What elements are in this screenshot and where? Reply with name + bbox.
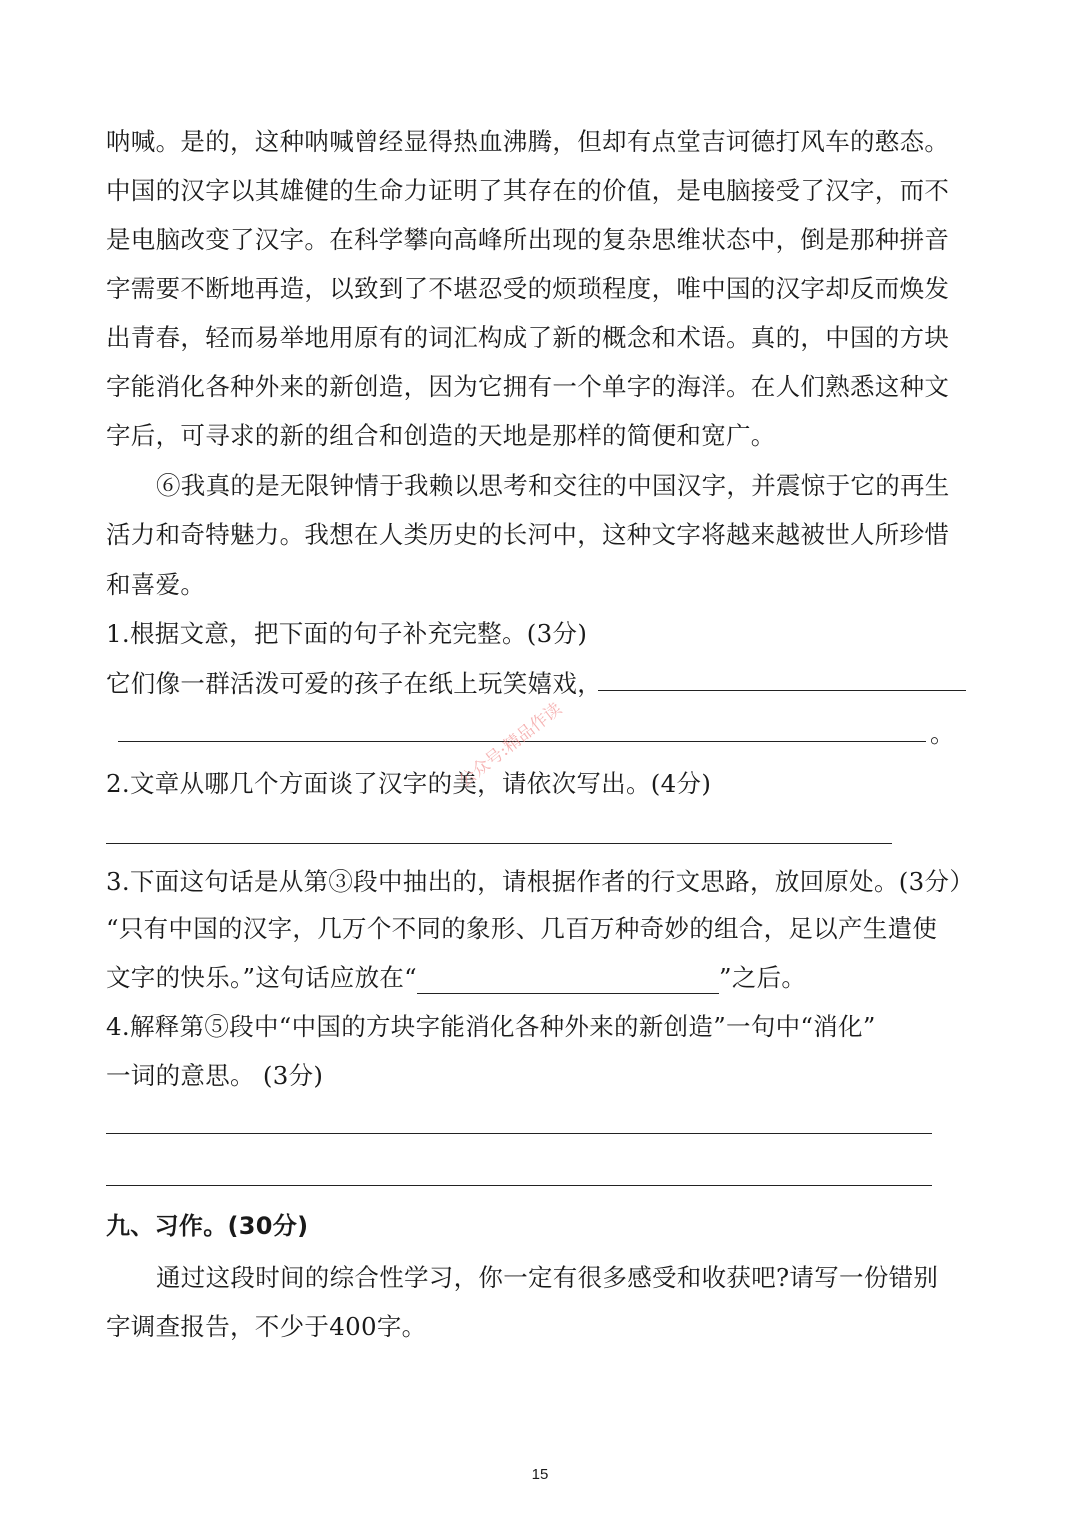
question-3-quote: “只有中国的汉字，几万个不同的象形、几百万种奇妙的组合，足以产生遣使 bbox=[106, 914, 938, 943]
question-4-prompt-line-2: 一词的意思。 (3分) bbox=[106, 1061, 324, 1090]
passage-line-6: 字能消化各种外来的新创造，因为它拥有一个单字的海洋。在人们熟悉这种文 bbox=[106, 372, 950, 401]
writing-prompt-line-2: 字调查报告，不少于400字。 bbox=[106, 1312, 427, 1341]
question-3-quote-end: 文字的快乐。”这句话应放在“ bbox=[106, 963, 417, 992]
passage-line-5: 出青春，轻而易举地用原有的词汇构成了新的概念和术语。真的，中国的方块 bbox=[106, 323, 950, 352]
paragraph-6-line-2: 活力和奇特魅力。我想在人类历史的长河中，这种文字将越来越被世人所珍惜 bbox=[106, 520, 950, 549]
passage-line-2: 中国的汉字以其雄健的生命力证明了其存在的价值，是电脑接受了汉字，而不 bbox=[106, 176, 950, 205]
question-3-prompt: 3.下面这句话是从第③段中抽出的，请根据作者的行文思路，放回原处。(3分） bbox=[106, 867, 975, 896]
question-1-prompt: 1.根据文意，把下面的句子补充完整。(3分) bbox=[106, 619, 588, 648]
question-4-answer-blank-2[interactable] bbox=[106, 1185, 932, 1186]
paragraph-6-line-3: 和喜爱。 bbox=[106, 570, 206, 599]
question-3-suffix: ”之后。 bbox=[719, 963, 807, 992]
question-4-answer-blank-1[interactable] bbox=[106, 1133, 932, 1134]
question-4-prompt-line-1: 4.解释第⑤段中“中国的方块字能消化各种外来的新创造”一句中“消化” bbox=[106, 1012, 876, 1041]
writing-heading: 九、习作。(30分) bbox=[106, 1212, 309, 1240]
passage-line-1: 呐喊。是的，这种呐喊曾经显得热血沸腾，但却有点堂吉诃德打风车的憨态。 bbox=[106, 127, 950, 156]
page-number: 15 bbox=[531, 1466, 549, 1483]
writing-prompt-line-1: 通过这段时间的综合性学习，你一定有很多感受和收获吧?请写一份错别 bbox=[156, 1263, 939, 1292]
question-2-prompt: 2.文章从哪几个方面谈了汉字的美，请依次写出。(4分) bbox=[106, 769, 712, 798]
passage-line-3: 是电脑改变了汉字。在科学攀向高峰所出现的复杂思维状态中，倒是那种拼音 bbox=[106, 225, 950, 254]
passage-line-4: 字需要不断地再造，以致到了不堪忍受的烦琐程度，唯中国的汉字却反而焕发 bbox=[106, 274, 950, 303]
question-1-answer-blank-1[interactable] bbox=[598, 690, 966, 691]
question-1-end-mark: 。 bbox=[930, 719, 955, 748]
question-1-sentence: 它们像一群活泼可爱的孩子在纸上玩笑嬉戏， bbox=[106, 669, 602, 698]
paragraph-6-line-1: ⑥我真的是无限钟情于我赖以思考和交往的中国汉字，并震惊于它的再生 bbox=[156, 471, 950, 500]
question-3-answer-line bbox=[106, 962, 806, 994]
passage-line-7: 字后，可寻求的新的组合和创造的天地是那样的简便和宽广。 bbox=[106, 421, 776, 450]
question-2-answer-blank[interactable] bbox=[106, 843, 892, 844]
watermark: 公众号:精品作读 bbox=[455, 699, 566, 792]
question-3-answer-blank[interactable] bbox=[417, 971, 719, 994]
